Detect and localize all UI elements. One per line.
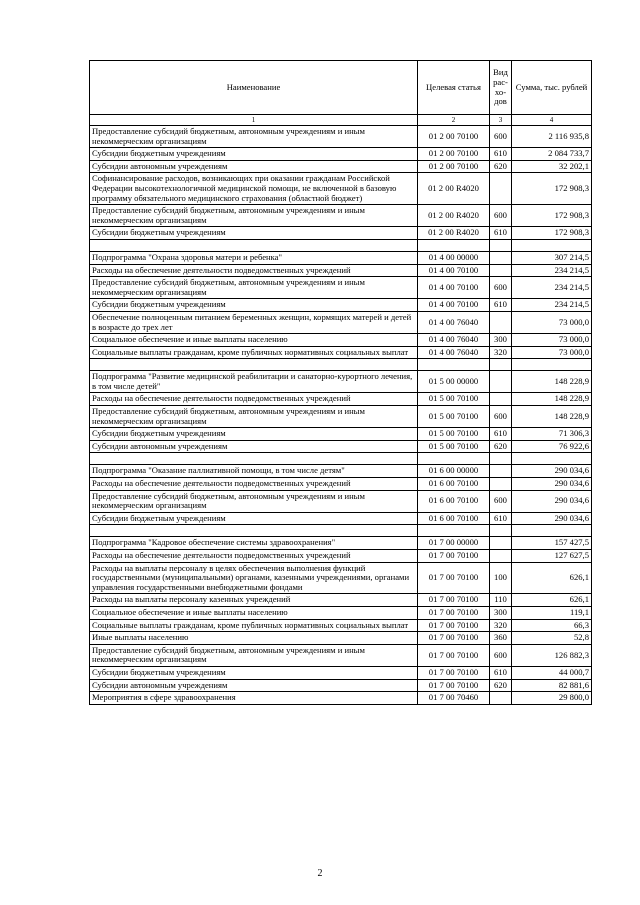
cell-sum: 290 034,6: [512, 512, 592, 525]
cell-code: 01 2 00 70100: [418, 148, 490, 161]
spacer-row: [90, 239, 592, 251]
cell-code: 01 4 00 70100: [418, 277, 490, 299]
cell-sum: 44 000,7: [512, 666, 592, 679]
cell-code: 01 7 00 70100: [418, 594, 490, 607]
cell-name: Расходы на обеспечение деятельности подведомственных учреждений: [90, 393, 418, 406]
header-vid: Вид рас-хо-дов: [490, 61, 512, 115]
cell-sum: 626,1: [512, 594, 592, 607]
cell-sum: 126 882,3: [512, 644, 592, 666]
cell-vid: [490, 465, 512, 478]
cell-sum: 73 000,0: [512, 311, 592, 333]
cell-vid: 620: [490, 679, 512, 692]
table-row: [90, 334, 592, 347]
table-row: [90, 644, 592, 666]
cell-name: Расходы на выплаты персоналу казенных учреждений: [90, 594, 418, 607]
cell-sum: 73 000,0: [512, 346, 592, 359]
cell-sum: 172 908,3: [512, 173, 592, 205]
table-body: [90, 126, 592, 705]
cell-code: 01 7 00 70100: [418, 562, 490, 594]
cell-code: 01 2 00 R4020: [418, 205, 490, 227]
cell-sum: 82 881,6: [512, 679, 592, 692]
cell-name: Расходы на обеспечение деятельности подведомственных учреждений: [90, 264, 418, 277]
cell-code: 01 7 00 70100: [418, 632, 490, 645]
spacer-cell: [512, 525, 592, 537]
column-number: 4: [512, 115, 592, 126]
cell-code: 01 4 00 00000: [418, 251, 490, 264]
cell-name: Расходы на обеспечение деятельности подведомственных учреждений: [90, 550, 418, 563]
cell-name: Социальное обеспечение и иные выплаты населению: [90, 606, 418, 619]
cell-vid: [490, 251, 512, 264]
header-sum: Сумма, тыс. рублей: [512, 61, 592, 115]
cell-name: Предоставление субсидий бюджетным, автономным учреждениям и иным некоммерческим организациям: [90, 490, 418, 512]
spacer-row: [90, 525, 592, 537]
column-numbers-row: [90, 115, 592, 126]
subprogram-row: [90, 537, 592, 550]
table-row: [90, 478, 592, 491]
cell-vid: [490, 264, 512, 277]
table-row: [90, 277, 592, 299]
cell-code: 01 7 00 00000: [418, 537, 490, 550]
cell-sum: 66,3: [512, 619, 592, 632]
table-row: [90, 393, 592, 406]
budget-table: [89, 60, 592, 705]
spacer-cell: [418, 525, 490, 537]
cell-vid: 300: [490, 334, 512, 347]
cell-code: 01 2 00 70100: [418, 160, 490, 173]
cell-vid: [490, 478, 512, 491]
cell-name: Обеспечение полноценным питанием беременных женщин, кормящих матерей и детей в возрасте до трех лет: [90, 311, 418, 333]
cell-name: Предоставление субсидий бюджетным, автономным учреждениям и иным некоммерческим организациям: [90, 644, 418, 666]
cell-vid: 620: [490, 160, 512, 173]
table-row: [90, 550, 592, 563]
cell-sum: 76 922,6: [512, 440, 592, 453]
cell-name: Софинансирование расходов, возникающих при оказании гражданам Российской Федерации высокотехнологичной медицинской помощи, не включенной в базовую программу обязательного медицинского страхования (областной бюджет): [90, 173, 418, 205]
spacer-cell: [490, 359, 512, 371]
cell-name: Расходы на выплаты персоналу в целях обеспечения выполнения функций государственными (муниципальными) органами, казенными учреждениями, органами управления государственными внебюджетными фондами: [90, 562, 418, 594]
table-row: [90, 490, 592, 512]
cell-code: 01 4 00 76040: [418, 334, 490, 347]
spacer-cell: [490, 525, 512, 537]
cell-name: Субсидии бюджетным учреждениям: [90, 227, 418, 240]
cell-name: Подпрограмма "Оказание паллиативной помощи, в том числе детям": [90, 465, 418, 478]
table-row: [90, 440, 592, 453]
table-row: [90, 311, 592, 333]
cell-vid: 610: [490, 512, 512, 525]
cell-sum: 29 800,0: [512, 692, 592, 705]
cell-name: Подпрограмма "Кадровое обеспечение системы здравоохранения": [90, 537, 418, 550]
spacer-row: [90, 453, 592, 465]
cell-code: 01 5 00 70100: [418, 406, 490, 428]
cell-name: Подпрограмма "Охрана здоровья матери и ребенка": [90, 251, 418, 264]
cell-vid: [490, 537, 512, 550]
spacer-cell: [90, 239, 418, 251]
table-row: [90, 148, 592, 161]
table-row: [90, 606, 592, 619]
cell-vid: [490, 550, 512, 563]
column-number: 3: [490, 115, 512, 126]
cell-code: 01 4 00 76040: [418, 346, 490, 359]
table-row: [90, 679, 592, 692]
cell-code: 01 4 00 70100: [418, 264, 490, 277]
table-row: [90, 512, 592, 525]
cell-sum: 127 627,5: [512, 550, 592, 563]
cell-name: Расходы на обеспечение деятельности подведомственных учреждений: [90, 478, 418, 491]
cell-sum: 148 228,9: [512, 406, 592, 428]
cell-code: 01 7 00 70100: [418, 550, 490, 563]
table-row: [90, 428, 592, 441]
spacer-cell: [490, 453, 512, 465]
table-row: [90, 346, 592, 359]
cell-code: 01 7 00 70100: [418, 606, 490, 619]
table-row: [90, 126, 592, 148]
spacer-cell: [512, 453, 592, 465]
cell-name: Подпрограмма "Развитие медицинской реабилитации и санаторно-курортного лечения, в том числе детей": [90, 371, 418, 393]
header-row: [90, 61, 592, 115]
cell-name: Субсидии бюджетным учреждениям: [90, 428, 418, 441]
header-name: Наименование: [90, 61, 418, 115]
cell-name: Социальное обеспечение и иные выплаты населению: [90, 334, 418, 347]
cell-code: 01 6 00 00000: [418, 465, 490, 478]
table-row: [90, 594, 592, 607]
table-row: [90, 160, 592, 173]
table-row: [90, 406, 592, 428]
table-row: [90, 299, 592, 312]
spacer-cell: [512, 239, 592, 251]
cell-sum: 307 214,5: [512, 251, 592, 264]
cell-sum: 148 228,9: [512, 371, 592, 393]
cell-code: 01 5 00 70100: [418, 393, 490, 406]
page-number: 2: [317, 868, 323, 879]
spacer-cell: [418, 453, 490, 465]
cell-code: 01 2 00 R4020: [418, 173, 490, 205]
cell-vid: 600: [490, 126, 512, 148]
cell-sum: 157 427,5: [512, 537, 592, 550]
cell-code: 01 2 00 70100: [418, 126, 490, 148]
cell-vid: 610: [490, 148, 512, 161]
table-row: [90, 205, 592, 227]
cell-name: Предоставление субсидий бюджетным, автономным учреждениям и иным некоммерческим организациям: [90, 126, 418, 148]
table-row: [90, 619, 592, 632]
cell-sum: 119,1: [512, 606, 592, 619]
cell-code: 01 7 00 70460: [418, 692, 490, 705]
column-number: 1: [90, 115, 418, 126]
cell-vid: 600: [490, 205, 512, 227]
cell-name: Субсидии автономным учреждениям: [90, 160, 418, 173]
cell-vid: 110: [490, 594, 512, 607]
cell-code: 01 6 00 70100: [418, 490, 490, 512]
subprogram-row: [90, 465, 592, 478]
cell-vid: 320: [490, 619, 512, 632]
spacer-cell: [512, 359, 592, 371]
cell-name: Мероприятия в сфере здравоохранения: [90, 692, 418, 705]
cell-vid: 600: [490, 406, 512, 428]
cell-vid: 600: [490, 277, 512, 299]
cell-sum: 290 034,6: [512, 465, 592, 478]
cell-name: Субсидии бюджетным учреждениям: [90, 148, 418, 161]
cell-name: Субсидии бюджетным учреждениям: [90, 299, 418, 312]
cell-sum: 2 084 733,7: [512, 148, 592, 161]
cell-sum: 172 908,3: [512, 205, 592, 227]
cell-vid: [490, 371, 512, 393]
spacer-row: [90, 359, 592, 371]
cell-vid: [490, 173, 512, 205]
cell-sum: 172 908,3: [512, 227, 592, 240]
cell-vid: 610: [490, 227, 512, 240]
table-row: [90, 264, 592, 277]
cell-vid: 620: [490, 440, 512, 453]
cell-sum: 73 000,0: [512, 334, 592, 347]
cell-vid: 360: [490, 632, 512, 645]
cell-sum: 32 202,1: [512, 160, 592, 173]
cell-vid: 320: [490, 346, 512, 359]
cell-code: 01 7 00 70100: [418, 666, 490, 679]
spacer-cell: [90, 453, 418, 465]
cell-vid: 600: [490, 644, 512, 666]
cell-name: Социальные выплаты гражданам, кроме публичных нормативных социальных выплат: [90, 619, 418, 632]
spacer-cell: [418, 359, 490, 371]
cell-code: 01 7 00 70100: [418, 679, 490, 692]
cell-sum: 148 228,9: [512, 393, 592, 406]
cell-sum: 234 214,5: [512, 277, 592, 299]
cell-vid: 100: [490, 562, 512, 594]
cell-code: 01 4 00 76040: [418, 311, 490, 333]
cell-vid: [490, 393, 512, 406]
table-row: [90, 666, 592, 679]
cell-code: 01 6 00 70100: [418, 478, 490, 491]
subprogram-row: [90, 251, 592, 264]
table-row: [90, 173, 592, 205]
table-row: [90, 562, 592, 594]
cell-code: 01 5 00 70100: [418, 428, 490, 441]
cell-code: 01 7 00 70100: [418, 644, 490, 666]
cell-vid: 610: [490, 666, 512, 679]
table-row: [90, 632, 592, 645]
cell-name: Иные выплаты населению: [90, 632, 418, 645]
table-row: [90, 692, 592, 705]
cell-name: Предоставление субсидий бюджетным, автономным учреждениям и иным некоммерческим организациям: [90, 205, 418, 227]
cell-vid: 610: [490, 428, 512, 441]
cell-sum: 71 306,3: [512, 428, 592, 441]
cell-code: 01 5 00 00000: [418, 371, 490, 393]
column-number: 2: [418, 115, 490, 126]
cell-code: 01 2 00 R4020: [418, 227, 490, 240]
cell-sum: 626,1: [512, 562, 592, 594]
cell-vid: 610: [490, 299, 512, 312]
subprogram-row: [90, 371, 592, 393]
cell-code: 01 4 00 70100: [418, 299, 490, 312]
cell-sum: 52,8: [512, 632, 592, 645]
cell-sum: 290 034,6: [512, 478, 592, 491]
cell-sum: 234 214,5: [512, 264, 592, 277]
cell-name: Субсидии автономным учреждениям: [90, 440, 418, 453]
cell-sum: 2 116 935,8: [512, 126, 592, 148]
cell-sum: 290 034,6: [512, 490, 592, 512]
cell-name: Субсидии бюджетным учреждениям: [90, 666, 418, 679]
cell-name: Субсидии автономным учреждениям: [90, 679, 418, 692]
spacer-cell: [90, 359, 418, 371]
cell-vid: 300: [490, 606, 512, 619]
cell-code: 01 5 00 70100: [418, 440, 490, 453]
header-code: Целевая статья: [418, 61, 490, 115]
cell-code: 01 7 00 70100: [418, 619, 490, 632]
spacer-cell: [418, 239, 490, 251]
cell-name: Предоставление субсидий бюджетным, автономным учреждениям и иным некоммерческим организациям: [90, 277, 418, 299]
cell-code: 01 6 00 70100: [418, 512, 490, 525]
spacer-cell: [490, 239, 512, 251]
cell-name: Предоставление субсидий бюджетным, автономным учреждениям и иным некоммерческим организациям: [90, 406, 418, 428]
cell-sum: 234 214,5: [512, 299, 592, 312]
cell-name: Социальные выплаты гражданам, кроме публичных нормативных социальных выплат: [90, 346, 418, 359]
cell-vid: [490, 311, 512, 333]
cell-name: Субсидии бюджетным учреждениям: [90, 512, 418, 525]
cell-vid: 600: [490, 490, 512, 512]
table-row: [90, 227, 592, 240]
cell-vid: [490, 692, 512, 705]
spacer-cell: [90, 525, 418, 537]
